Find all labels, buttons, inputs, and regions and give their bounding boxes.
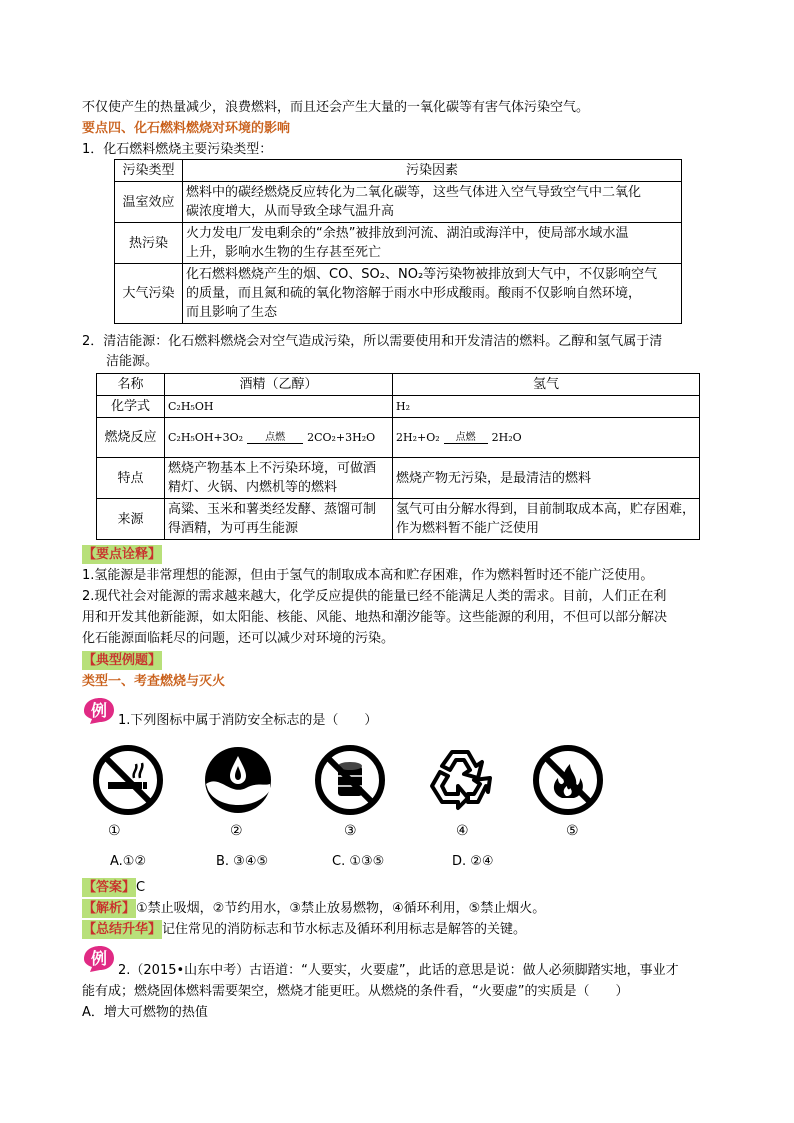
table-header: 酒精（乙醇）	[165, 374, 393, 396]
question-1: 1.下列图标中属于消防安全标志的是（ ）	[118, 713, 378, 728]
answer-tag: 【答案】	[83, 880, 136, 895]
row-label: 来源	[97, 499, 165, 540]
summary-text: 记住常见的消防标志和节水标志及循环利用标志是解答的关键。	[162, 922, 527, 937]
row-label: 燃烧反应	[97, 418, 165, 458]
summary-tag: 【总结升华】	[83, 922, 162, 937]
pollution-type: 热污染	[115, 223, 183, 264]
table-row	[115, 264, 682, 324]
table-header: 污染因素	[183, 160, 682, 182]
no-smoking-sign-icon	[92, 744, 164, 816]
hydrogen-equation: 2H₂+O₂ 点燃 2H₂O	[393, 418, 700, 458]
table-row	[115, 223, 682, 264]
question-2-line-1: 2.（2015•山东中考）古语道：“人要实，火要虚”，此话的意思是说：做人必须脚踏实地，事业才	[118, 963, 679, 978]
table-row	[97, 458, 700, 499]
hydrogen-source: 氢气可由分解水得到，目前制取成本高，贮存困难， 作为燃料暂不能广泛使用	[393, 499, 700, 540]
examples-tag: 【典型例题】	[83, 653, 162, 668]
choice-c: C. ①③⑤	[332, 854, 385, 869]
item-2-line-1: 2．清洁能源：化石燃料燃烧会对空气造成污染，所以需要使用和开发清洁的燃料。乙醇和氢气属于清	[82, 334, 663, 349]
analysis-text: ①禁止吸烟，②节约用水，③禁止放易燃物，④循环利用，⑤禁止烟火。	[136, 901, 546, 916]
ethanol-equation: C₂H₅OH+3O₂ 点燃 2CO₂+3H₂O	[165, 418, 393, 458]
example-badge-icon	[80, 944, 112, 970]
pollution-desc: 燃料中的碳经燃烧反应转化为二氧化碳等，这些气体进入空气导致空气中二氧化 碳浓度增大，从而导致全球气温升高	[183, 182, 682, 223]
table-row	[115, 182, 682, 223]
pollution-desc: 化石燃料燃烧产生的烟、CO、SO₂、NO₂等污染物被排放到大气中，不仅影响空气 的质量，而且氮和硫的氧化物溶解于雨水中形成酸雨。酸雨不仅影响自然环境， 而且影响了生态	[183, 264, 682, 324]
analysis-tag: 【解析】	[83, 901, 136, 916]
ethanol-formula: C₂H₅OH	[165, 396, 393, 418]
table-row	[97, 396, 700, 418]
choice-b: B. ③④⑤	[216, 854, 269, 869]
ethanol-source: 高粱、玉米和薯类经发酵、蒸馏可制 得酒精，为可再生能源	[165, 499, 393, 540]
intro-line: 不仅使产生的热量减少，浪费燃料，而且还会产生大量的一氧化碳等有害气体污染空气。	[82, 100, 590, 115]
recycle-sign-icon	[424, 742, 496, 814]
row-label: 特点	[97, 458, 165, 499]
ethanol-feature: 燃烧产物基本上不污染环境，可做酒 精灯、火锅、内燃机等的燃料	[165, 458, 393, 499]
pollution-table	[114, 159, 682, 324]
row-label: 化学式	[97, 396, 165, 418]
reaction-arrow: 点燃	[444, 431, 488, 445]
hydrogen-feature: 燃烧产物无污染，是最清洁的燃料	[393, 458, 700, 499]
key-point-2-line-2: 用和开发其他新能源，如太阳能、核能、风能、地热和潮汐能等。这些能源的利用，不但可以部分解决	[82, 610, 668, 625]
answer-text: C	[136, 880, 146, 895]
type-1-title: 类型一、考查燃烧与灭火	[82, 674, 226, 689]
key-point-1: 1.氢能源是非常理想的能源，但由于氢气的制取成本高和贮存困难，作为燃料暂时还不能广泛使用。	[82, 568, 654, 583]
sign-label: ③	[344, 823, 357, 839]
question-2-option-a: A．增大可燃物的热值	[82, 1005, 208, 1020]
item-2-line-2: 洁能源。	[106, 354, 159, 369]
table-header: 名称	[97, 374, 165, 396]
hydrogen-formula: H₂	[393, 396, 700, 418]
sign-label: ⑤	[566, 823, 579, 839]
sign-label: ②	[230, 823, 243, 839]
table-header: 氢气	[393, 374, 700, 396]
table-row	[97, 499, 700, 540]
key-points-tag: 【要点诠释】	[83, 547, 162, 562]
svg-text:例: 例	[91, 701, 108, 720]
svg-text:例: 例	[91, 949, 108, 968]
fuel-table	[96, 373, 700, 540]
key-point-2-line-1: 2.现代社会对能源的需求越来越大，化学反应提供的能量已经不能满足人类的需求。目前，人们正在利	[82, 589, 667, 604]
choice-a: A.①②	[110, 854, 147, 869]
table-header: 污染类型	[115, 160, 183, 182]
table-row	[97, 418, 700, 458]
pollution-type: 温室效应	[115, 182, 183, 223]
no-flammables-sign-icon	[314, 744, 386, 816]
pollution-desc: 火力发电厂发电剩余的“余热”被排放到河流、湖泊或海洋中，使局部水域水温 上升，影响水生物的生存甚至死亡	[183, 223, 682, 264]
save-water-sign-icon	[202, 744, 274, 816]
pollution-type: 大气污染	[115, 264, 183, 324]
key-point-2-line-3: 化石能源面临耗尽的问题，还可以减少对环境的污染。	[82, 631, 395, 646]
sign-label: ④	[456, 823, 469, 839]
choice-d: D. ②④	[452, 854, 494, 869]
example-badge-icon	[80, 696, 112, 722]
no-open-flame-sign-icon	[532, 744, 604, 816]
sign-label: ①	[108, 823, 121, 839]
reaction-arrow: 点燃	[247, 431, 303, 445]
section-title: 要点四、化石燃料燃烧对环境的影响	[82, 121, 291, 136]
question-2-line-2: 能有成；燃烧固体燃料需要架空，燃烧才能更旺。从燃烧的条件看，“火要虚”的实质是（ ）	[82, 984, 629, 999]
item-1-title: 1．化石燃料燃烧主要污染类型：	[82, 142, 273, 157]
